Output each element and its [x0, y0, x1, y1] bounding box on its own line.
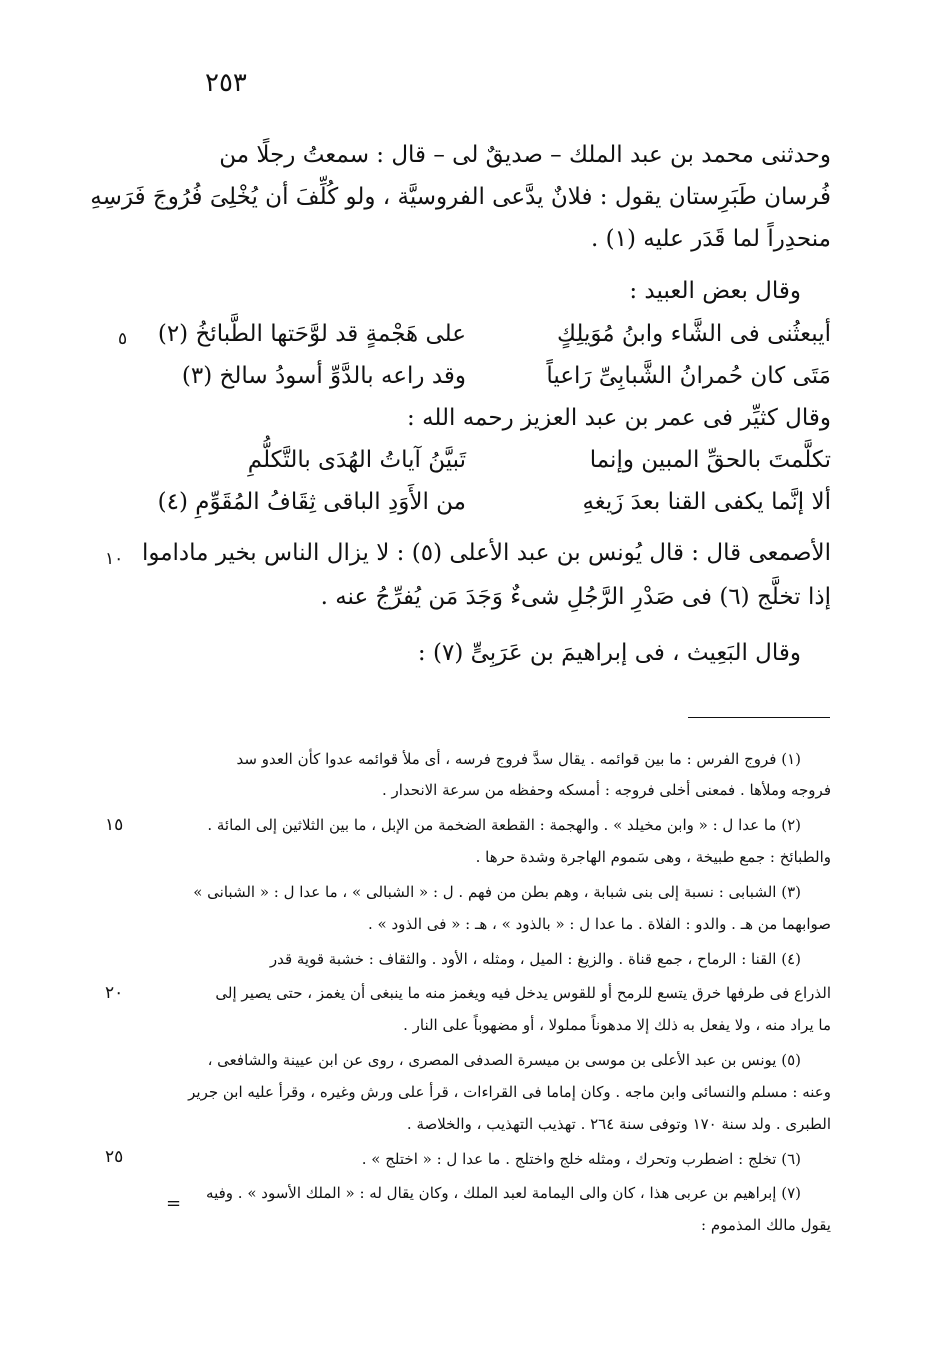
verse-intro: وقال بعض العبيد : — [629, 278, 801, 304]
paragraph-line: وحدثنى محمد بن عبد الملك – صديقٌ لى – قال : سمعتُ رجلًا من — [219, 142, 831, 168]
footnote-line: (٣) الشبابى : نسبة إلى بنى شبابة ، وهم بطن من فهم . ل : « الشبالى » ، ما عدا ل : « الشبانى » — [193, 883, 801, 901]
verse-hemistich: من الأَوَدِ الباقى ثِقَافُ المُقَوِّمِ (٤) — [157, 489, 466, 515]
verse-intro: وقال كثيِّر فى عمر بن عبد العزيز رحمه الله : — [407, 405, 831, 431]
footnote-line: وعنه : مسلم والنسائى وابن ماجه . وكان إماما فى القراءات ، قرأ على ورش وغيره ، وقرأ عليه ابن جرير — [188, 1083, 831, 1101]
paragraph-line: منحدِراً لما قَدَر عليه (١) . — [591, 226, 831, 252]
continuation-mark: = — [166, 1193, 182, 1214]
verse-hemistich: تَبيَّنُ آياتُ الهُدَى بالتَّكلُّمِ — [247, 447, 466, 473]
footnote-line: فروجه وملأها . فمعنى أخلى فروجه : أمسكه وحفظه من سرعة الانحدار . — [381, 781, 831, 799]
verse-hemistich: وقد راعه بالدَّوِّ أسودُ سالخ (٣) — [181, 363, 466, 389]
line-number: ٢٠ — [105, 983, 124, 1003]
paragraph-line: الأصمعى قال : قال يُونس بن عبد الأعلى (٥) : لا يزال الناس بخير ماداموا — [141, 540, 831, 566]
paragraph-line: فُرسان طَبَرِستان يقول : فلانٌ يدَّعى الفروسيَّة ، ولو كُلِّفَ أن يُخْلِىَ فُرُوجَ فَرَسِهِ — [90, 184, 831, 210]
page-number: ٢٥٣ — [205, 68, 247, 98]
footnote-line: ما يراد منه ، ولا يفعل به ذلك إلا مدهوناً مملولا ، أو مضهوباً على النار . — [403, 1016, 831, 1034]
footnote-line: (٥) يونس بن عبد الأعلى بن موسى بن ميسرة الصدفى المصرى ، روى عن ابن عيينة والشافعى ، — [207, 1051, 801, 1069]
footnote-line: والطبائخ : جمع طبيخة ، وهى سَموم الهاجرة وشدة حرها . — [475, 848, 831, 866]
footnote-line: (٧) إبراهيم بن عربى هذا ، كان والى اليمامة لعبد الملك ، وكان يقال له : « الملك الأسود » . وفيه — [206, 1184, 801, 1202]
footnote-line: (٢) ما عدا ل : « وابن مخيلد » . والهجمة : القطعة الضخمة من الإبل ، ما بين الثلاثين إلى المائة . — [207, 816, 801, 834]
footnote-line: صوابهما من هـ . والدو : الفلاة . ما عدا ل : « بالذود » ، هـ : « فى الذود » . — [367, 915, 831, 933]
line-number: ٥ — [118, 329, 128, 349]
verse-hemistich: مَتَى كان حُمرانُ الشَّبابِىِّ رَاعياً — [546, 363, 831, 389]
footnote-line: يقول مالك المذموم : — [701, 1216, 831, 1234]
verse-hemistich: على هَجْمةٍ قد لوَّحَتها الطَّبائخُ (٢) — [157, 321, 466, 347]
verse-hemistich: ألا إنَّما يكفى القنا بعدَ زَيغهِ — [582, 489, 831, 515]
footnote-line: الذراع فى طرفها خرق يتسع للرمح أو للقوس يدخل فيه ويغمز منه ما ينبغى أن يغمز ، حتى يصير إلى — [215, 984, 831, 1002]
footnote-line: (٦) تخلج : اضطرب وتحرك ، ومثله خلج واختلج . ما عدا ل : « اختلج » . — [361, 1150, 801, 1168]
footnote-line: (٤) القنا : الرماح ، جمع قناة . والزيغ : الميل ، ومثله ، الأود . والثقاف : خشبة قوية قدر — [269, 950, 801, 968]
footnote-line: الطبرى . ولد سنة ١٧٠ وتوفى سنة ٢٦٤ . تهذيب التهذيب ، والخلاصة . — [406, 1115, 831, 1133]
footnote-line: (١) فروج الفرس : ما بين قوائمه . يقال سدَّ فروج فرسه ، أى ملأ قوائمه عدوا كأن العدو سد — [236, 750, 801, 768]
verse-intro: وقال البَعِيث ، فى إبراهيمَ بن عَرَبِىٍّ (٧) : — [417, 640, 801, 666]
line-number: ١٥ — [105, 815, 124, 835]
paragraph-line: إذا تخلَّج (٦) فى صَدْرِ الرَّجُلِ شىءٌ وَجَدَ مَن يُفرِّجُ عنه . — [320, 584, 831, 610]
line-number: ١٠ — [105, 549, 124, 569]
verse-hemistich: تكلَّمتَ بالحقِّ المبين وإنما — [589, 447, 831, 473]
footnote-divider — [688, 717, 830, 718]
line-number: ٢٥ — [105, 1147, 124, 1167]
verse-hemistich: أيبعثُنى فى الشَّاء وابنُ مُوَيلِكٍ — [556, 321, 831, 347]
